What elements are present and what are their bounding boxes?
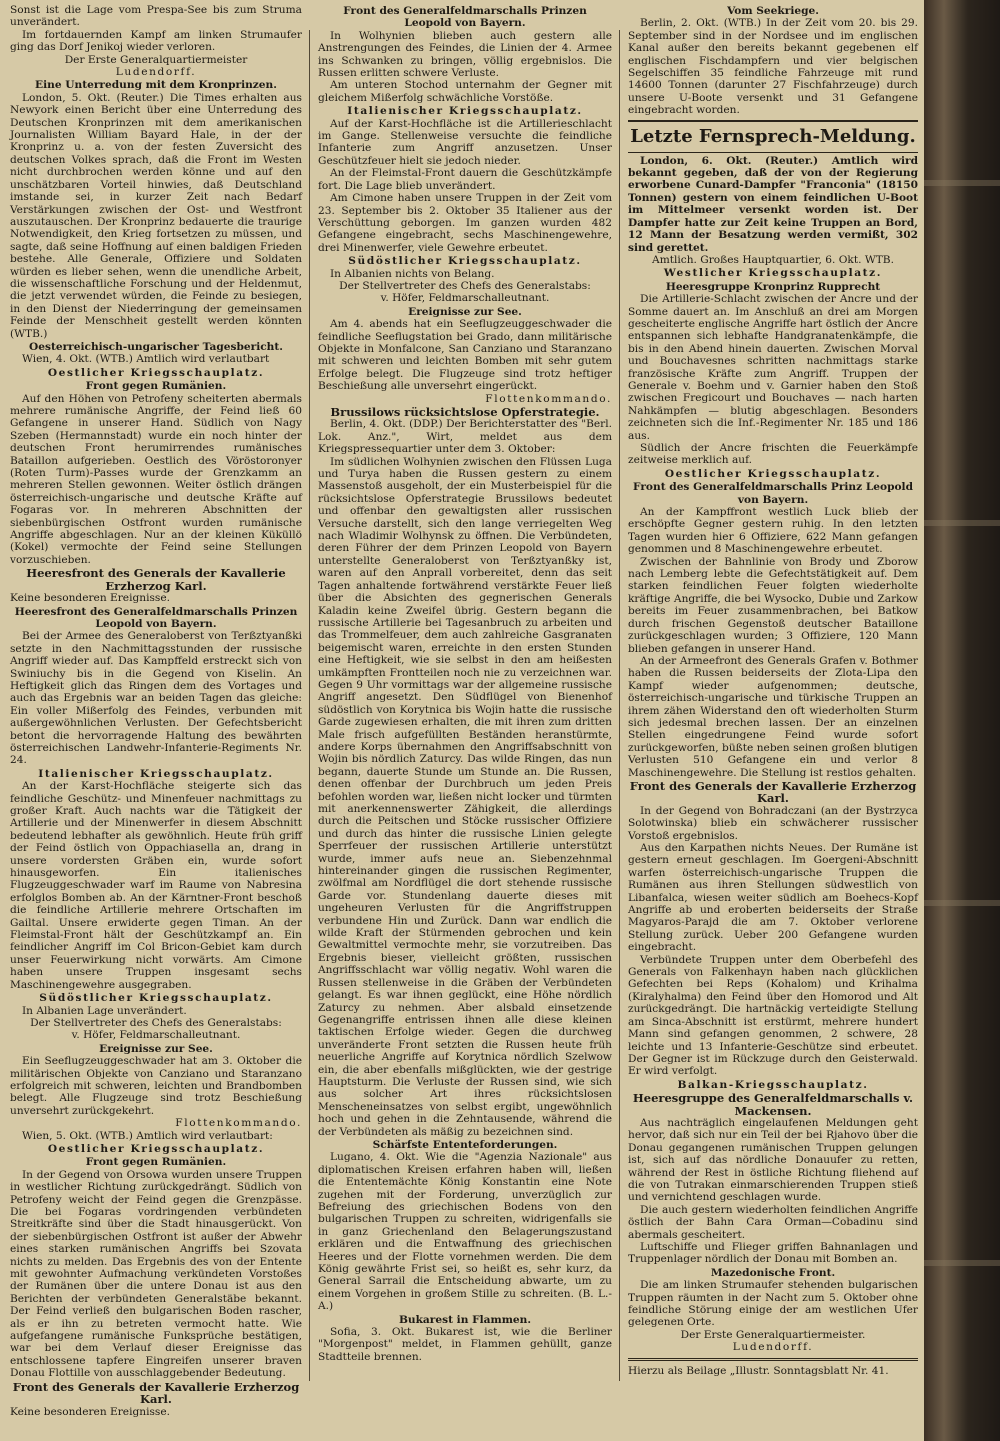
centered-line: v. Höfer, Feldmarschalleutnant. [71,1029,241,1042]
column-divider [619,30,620,1381]
centered-line: Ludendorff. [732,1341,814,1354]
paragraph: Am unteren Stochod unternahm der Gegner mit gleichem Mißerfolg schwächliche Vorstöße. [318,79,612,104]
paragraph: Aus den Karpathen nichts Neues. Der Rumäne ist gestern erneut geschlagen. Im Goergeni-Abschnitt warfen österreichisch-ungarische Truppen die Rumänen aus ihren Stellungen südwestlich von Libanfalca, wiesen weiter südlich am Boehecs-Kopf Angriffe ab und eroberten beiderseits der Straße Magyaros-Parajd die am 7. Oktober verlorene Stellung zurück. Ueber 200 Gefangene wurden eingebracht. [628,842,918,954]
paragraph: Südlich der Ancre frischten die Feuerkämpfe zeitweise merklich auf. [628,442,918,467]
section-heading: Heeresgruppe Kronprinz Rupprecht [665,280,881,293]
paragraph: Verbündete Truppen unter dem Oberbefehl des Generals von Falkenhayn haben nach glücklichen Gefechten bei Reps (Kohalom) und Krihalma (Kiralyhalma) den Feind über den Homorod und Alt zurückgedrängt. Die hartnäckig verteidigte Stellung am Sinca-Abschnitt ist erstürmt, mehrere hundert Mann sind gefangen genommen, 2 schwere, 28 leichte und 13 Infanterie-Geschütze sind erbeutet. Der Gegner ist im Rückzuge durch den Geisterwald. Er wird verfolgt. [628,953,918,1078]
signature-line: Flottenkommando. [485,392,612,405]
paragraph: Die Artillerie-Schlacht zwischen der Ancre und der Somme dauert an. Im Anschluß an drei am Morgen gescheiterte englische Angriffe hart östlich der Ancre entspannen sich lebhafte Handgranatenkämpfe, die bis in den Abend hinein dauerten. Zwischen Morval und Bouchavesnes schritten nachmittags starke französische Kräfte zum Angriff. Truppen der Generale v. Boehm und v. Garnier haben den Stoß zwischen Fregicourt und Bouchaves — nach harten Nahkämpfen — blutig abgeschlagen. Besonders zeichneten sich die Inf.-Regimenter Nr. 185 und 186 aus. [628,293,918,442]
section-heading: Oestlicher Kriegsschauplatz. [47,366,265,379]
section-heading-large: Heeresfront des Generals der Kavallerie Erzherzog Karl. [26,566,286,593]
centered-line: v. Höfer, Feldmarschalleutnant. [380,292,550,305]
section-heading: Oesterreichisch-ungarischer Tagesbericht. [29,340,283,353]
section-heading-large: Front des Generals der Kavallerie Erzherzog Karl. [629,778,917,806]
paragraph: Am Cimone haben unsere Truppen in der Zeit vom 23. September bis 2. Oktober 35 Italiener aus der Verschüttung geborgen. Im ganzen wurden 482 Gefangene eingebracht, sechs Maschinengewehre, drei Minenwerfer, viele Gewehre erbeutet. [318,192,612,254]
paragraph: In der Gegend von Bohradczani (an der Bystrzyca Solotwinska) blieb ein schwächerer russischer Vorstoß ergebnislos. [628,804,918,842]
section-heading: Oestlicher Kriegsschauplatz. [664,467,882,480]
paragraph: An der Kampffront westlich Luck blieb der erschöpfte Gegner gestern ruhig. In den letzten Tagen wurden hier 6 Offiziere, 622 Mann gefangen genommen und 8 Maschinengewehre erbeutet. [628,506,918,556]
section-heading: Ereignisse zur See. [408,305,522,318]
centered-line: Der Erste Generalquartiermeister. [680,1328,866,1341]
paragraph: In der Gegend von Orsowa wurden unsere Truppen in westlicher Richtung zurückgedrängt. Südlich von Petrofeny weicht der Feind gegen die Grenzpässe. Die bei Fogaras vordringenden verbündeten Streitkräfte sind über die Stadt hinausgerückt. Von der siebenbürgischen Ostfront ist außer der Abwehr eines starken rumänischen Angriffs bei Szovata nichts zu melden. Das Ergebnis des von der Entente mit gewohnter Aufmachung verkündeten Vorstoßes der Rumänen über die untere Donau ist aus den Berichten der verbündeten Generalstäbe bekannt. Der Feind verließ den bulgarischen Boden rascher, als er ihn zu betreten vermocht hatte. Wie aufgefangene rumänische Funksprüche bestätigen, war bei dem Verlauf dieser Ereignisse das entschlossene tapfere Eingreifen unserer braven Donau Flottille von ausschlaggebender Bedeutung. [10,1168,302,1380]
paragraph: Ein Seeflugzeuggeschwader hat am 3. Oktober die militärischen Objekte von Canziano und Staranzano erfolgreich mit schweren, leichten und Brandbomben belegt. Alle Flugzeuge sind trotz Beschießung unversehrt zurückgekehrt. [10,1055,302,1117]
paragraph: An der Armeefront des Generals Grafen v. Bothmer haben die Russen beiderseits der Zlota-Lipa den Kampf wieder aufgenommen; deutsche, österreichisch-ungarische und türkische Truppen an ihrem zähen Widerstand den oft wiederholten Sturm sich jedesmal brechen lassen. Der an einzelnen Stellen eingedrungene Feind wurde sofort zurückgeworfen, büßte neben seinen großen blutigen Verlusten 510 Gefangene ein und verlor 8 Maschinengewehre. Die Stellung ist restlos gehalten. [628,654,918,779]
paragraph: Keine besonderen Ereignisse. [10,1405,170,1418]
last-news-box [628,120,918,153]
paragraph: An der Fleimstal-Front dauern die Geschützkämpfe fort. Die Lage blieb unverändert. [318,167,612,192]
supplement-note: Hierzu als Beilage „Illustr. Sonntagsblatt Nr. 41. [628,1364,889,1377]
paragraph: Berlin, 2. Okt. (WTB.) In der Zeit vom 20. bis 29. September sind in der Nordsee und im englischen Kanal außer den bereits bekannt gegebenen elf englischen Fischdampfern und vier belgischen Segelschiffen 35 feindliche Fahrzeuge mit rund 14600 Tonnen (darunter 27 Fischfahrzeuge) durch unsere U-Boote versenkt und 31 Gefangene eingebracht worden. [628,17,918,117]
centered-line: Der Stellvertreter des Chefs des Generalstabs: [339,279,591,292]
section-heading-large: Brussilows rücksichtslose Opferstrategie. [330,405,600,419]
paragraph: Auf der Karst-Hochfläche ist die Artillerieschlacht im Gange. Stellenweise versuchte die feindliche Infanterie zum Angriff anzusetzen. Unser Geschützfeuer hielt sie jedoch nieder. [318,117,612,167]
paragraph: London, 5. Okt. (Reuter.) Die Times erhalten aus Newyork einen Bericht über eine Unterredung des Deutschen Kronprinzen mit dem amerikanischen Journalisten William Bayard Hale, in der der Kronprinz u. a. von der festen Zuversicht des deutschen Volkes sprach, daß die Front im Westen nicht durchbrochen werden könne und auf den unschätzbaren Vorteil hinwies, daß Deutschland imstande sei, in kurzer Zeit nach Bedarf Verstärkungen zwischen der Ost- und Westfront auszutauschen. Der Kronprinz bedauerte die traurige Notwendigkeit, den Krieg fortsetzen zu müssen, und sagte, daß seine Hoffnung auf einen baldigen Frieden bestehe. Alle Generale, Offiziere und Soldaten würden es lieber sehen, wenn die unendliche Arbeit, die wissenschaftliche Forschung und der Heldenmut, die jetzt verwendet würden, die Feinde zu besiegen, in den Dienst der Niederringung der gemeinsamen Feinde der Menschheit gestellt werden könnten (WTB.) [10,91,302,340]
section-heading: Eine Unterredung mit dem Kronprinzen. [35,79,277,92]
section-heading: Heeresfront des Generalfeldmarschalls Prinzen Leopold von Bayern. [14,605,298,630]
paragraph: Die am linken Strumaufer stehenden bulgarischen Truppen räumten in der Nacht zum 5. Oktober ohne feindliche Störung einige der am westlichen Ufer gelegenen Orte. [628,1279,918,1329]
column-3 [622,4,924,1429]
section-heading: Schärfste Ententeforderungen. [372,1138,558,1151]
paragraph: Am 4. abends hat ein Seeflugzeuggeschwader die feindliche Seeflugstation bei Grado, dann militärische Objekte in Monfalcone, San Canziano und Staranzano mit schweren und leichten Bomben mit sehr gutem Erfolge belegt. Die Flugzeuge sind trotz heftiger Beschießung alle unversehrt eingerückt. [318,318,612,393]
column-1 [4,4,308,1429]
paragraph: Die auch gestern wiederholten feindlichen Angriffe östlich der Bahn Cara Orman—Cobadinu sind abermals gescheitert. [628,1203,918,1241]
section-heading: Front des Generalfeldmarschalls Prinzen Leopold von Bayern. [343,5,587,30]
centered-line: Der Erste Generalquartiermeister [64,53,248,66]
section-heading: Front des Generalfeldmarschalls Prinz Leopold von Bayern. [633,481,913,506]
bold-paragraph: London, 6. Okt. (Reuter.) Amtlich wird bekannt gegeben, daß der von der Regierung erworbene Cunard-Dampfer "Franconia" (18150 Tonnen) gestern von einem feindlichen U-Boot im Mittelmeer versenkt worden ist. Der Dampfer hatte zur Zeit keine Truppen an Bord, 12 Mann der Besatzung werden vermißt, 302 sind gerettet. [628,154,918,254]
paragraph: Bei der Armee des Generaloberst von Terßztyanßki setzte in den Nachmittagsstunden der russische Angriff wieder auf. Das Kampffeld erstreckt sich von Swiniuchy bis in die Gegend von Kiselin. An Heftigkeit glich das Ringen dem des Vortages und auch das Ergebnis war an beiden Tagen das gleiche: Ein voller Mißerfolg des Feindes, verbunden mit außergewöhnlichen Verlusten. Der Gefechtsbericht betont die hervorragende Haltung des bewährten österreichischen Landwehr-Infanterie-Regiments Nr. 24. [10,630,302,767]
section-heading: Mazedonische Front. [710,1266,836,1279]
section-heading-large: Heeresgruppe des Generalfeldmarschalls v. Mackensen. [632,1091,914,1118]
section-heading: Oestlicher Kriegsschauplatz. [47,1142,265,1155]
paragraph: Wien, 5. Okt. (WTB.) Amtlich wird verlautbart: [22,1129,273,1142]
paragraph: An der Karst-Hochfläche steigerte sich das feindliche Geschütz- und Minenfeuer nachmittags zu großer Kraft. Auch nachts war die Tätigkeit der Artillerie und der Minenwerfer in diesem Abschnitt bedeutend lebhafter als gewöhnlich. Heute früh griff der Feind östlich von Oppachiasella an, drang in unsere vordersten Gräben ein, wurde sofort hinausgeworfen. Ein italienisches Flugzeuggeschwader warf im Raume von Nabresina erfolglos Bomben ab. An der Kärntner-Front beschoß die feindliche Artillerie mehrere Ortschaften im Gailtal. Unsere erwiderte gegen Timan. An der Fleimstal-Front hält der Geschützkampf an. Ein feindlicher Angriff im Col Bricon-Gebiet kam durch unser Feuerwirkung nicht vorwärts. Am Cimone haben unsere Truppen insgesamt sechs Maschinengewehre ausgegraben. [10,780,302,991]
section-heading: Westlicher Kriegsschauplatz. [663,267,883,280]
section-heading-large: Front des Generals der Kavallerie Erzherzog Karl. [12,1379,300,1407]
section-heading: Südöstlicher Kriegsschauplatz. [348,255,582,268]
centered-line: Der Stellvertreter des Chefs des Generalstabs: [30,1016,282,1029]
column-2 [312,4,618,1429]
paragraph: In Albanien Lage unverändert. [22,1004,187,1017]
signature-line: Flottenkommando. [175,1117,302,1130]
paragraph: Im südlichen Wolhynien zwischen den Flüssen Luga und Turya haben die Russen gestern zu einem Massenstoß ausgeholt, der ein Musterbeispiel für die rücksichtslose Opferstrategie Brussilows bedeutet und offenbar den gewaltigsten aller russischen Versuche darstellt, sich den lange verriegelten Weg nach Wladimir Wolhynsk zu öffnen. Die Verbündeten, deren Führer der dem Prinzen Leopold von Bayern unterstellte Generaloberst von Terßztyanßky ist, waren auf den Anprall vorbereitet, denn das seit Tagen anhaltende fortwährend verstärkte Feuer ließ über die Absichten des gegnerischen Generals Kaladin keine Zweifel übrig. Gestern begann die russische Artillerie bei Tagesanbruch zu arbeiten und das Trommelfeuer, dem auch zahlreiche Gasgranaten beigemischt waren, erreichte in den ersten Stunden eine Heftigkeit, wie sie selbst in den am heißesten umkämpften Frontteilen noch nie zu verzeichnen war. Gegen 9 Uhr vormittags war der allgemeine russische Angriff angesetzt. Den Südflügel von Bienenhof südöstlich von Korytnica bis Wojin hatte die russische Garde zugewiesen erhalten, die mit ihren zum dritten Male frisch aufgefüllten Beständen heranstürmte, andere Korps übernahmen den Angriffsabschnitt von Wojin bis nördlich Zaturcy. Das wilde Ringen, das nun begann, dauerte Stunde um Stunde an. Die Russen, denen offenbar der Durchbruch um jeden Preis befohlen worden war, ließen nicht locker und türmten mit anerkennenswerter Zähigkeit, die allerdings durch die Peitschen und Stöcke russischer Offiziere und durch das hinter die russische Linien gelegte Sperrfeuer der russischen Artillerie unterstützt wurde, immer aufs neue an. Siebenzehnmal hintereinander gingen die russischen Regimenter, zwölfmal am Nordflügel die dort stehende russische Garde vor. Stundenlang dauerte dieses mit ungeheuren Verlusten für die Angriffstruppen verbundene Hin und Zurück. Dann war endlich die wilde Kraft der Stürmenden gebrochen und kein Gewaltmittel vermochte mehr, sie vorzutreiben. Das Ergebnis bieser, vielleicht größten, russischen Angriffsschlacht war völlig negativ. Wohl waren die Russen stellenweise in die Gräben der Verbündeten gelangt. Es war ihnen geglückt, eine Höhe nördlich Zaturcy zu nehmen. Aber alsbald einsetzende Gegenangriffe entrissen ihnen alle diese kleinen taktischen Erfolge wieder. Gegen die durchweg unveränderte Front setzten die Russen heute früh neuerliche Angriffe auf Korytnica nördlich Szelwow ein, die aber ebenfalls mißglückten, wie der gestrige Hauptsturm. Die Verluste der Russen sind, wie sich aus solcher Art ihres rücksichtslosen Menscheneinsatzes von selbst ergibt, ungewöhnlich hoch und gehen in die Zehntausende, während die der Verbündeten als mäßig zu bezeichnen sind. [318,455,612,1138]
book-binding-edge [924,0,1000,1441]
paragraph: Wien, 4. Okt. (WTB.) Amtlich wird verlautbart [22,353,270,366]
last-news-title: Letzte Fernsprech-Meldung. [630,125,916,147]
paragraph: In Albanien nichts von Belang. [330,267,495,280]
paragraph: Luftschiffe und Flieger griffen Bahnanlagen und Truppenlager nördlich der Donau mit Bomben an. [628,1241,918,1266]
paragraph: Berlin, 4. Okt. (DDP.) Der Berichterstatter des "Berl. Lok. Anz.", Wirt, meldet aus dem Kriegspressequartier unter dem 3. Oktober: [318,418,612,456]
paragraph: Sonst ist die Lage vom Prespa-See bis zum Struma unverändert. [10,4,302,29]
paragraph: Keine besonderen Ereignisse. [10,592,170,605]
paragraph: Zwischen der Bahnlinie von Brody und Zborow nach Lemberg lebte die Gefechtstätigkeit auf. Dem starken feindlichen Feuer folgten wiederholte kräftige Angriffe, die bei Wysocko, Dubie und Zarkow bereits im Feuer zusammenbrachen, bei Batkow durch frischen Gegenstoß deutscher Bataillone zurückgeschlagen wurden; 3 Offiziere, 120 Mann blieben gefangen in unserer Hand. [628,555,918,655]
section-heading: Balkan-Kriegsschauplatz. [677,1078,869,1091]
section-heading: Vom Seekriege. [727,5,819,17]
section-heading: Italienischer Kriegsschauplatz. [38,767,274,780]
section-heading: Italienischer Kriegsschauplatz. [347,105,583,118]
paragraph: In Wolhynien blieben auch gestern alle Anstrengungen des Feindes, die Linien der 4. Armee ins Schwanken zu bringen, völlig ergebnislos. Die Russen erlitten schwere Verluste. [318,29,612,80]
paragraph: Auf den Höhen von Petrofeny scheiterten abermals mehrere rumänische Angriffe, der Feind ließ 60 Gefangene in unserer Hand. Südlich von Nagy Szeben (Hermannstadt) wurde ein noch hinter der deutschen Front herumirrendes rumänisches Bataillon aufgerieben. Oestlich des Vöröstoronyer (Roten Turm)-Passes wurde der Grenzkamm an mehreren Stellen gewonnen. Weiter östlich drängen österreichisch-ungarische und deutsche Kräfte auf Fogaras vor. In mehreren Abschnitten der siebenbürgischen Ostfront wurden rumänische Angriffe abgeschlagen. Nur an der kleinen Küküllö (Kokel) vermochte der Feind seine Stellungen vorzuschieben. [10,392,302,566]
column-divider [309,30,310,1381]
section-heading: Bukarest in Flammen. [398,1313,532,1326]
section-heading: Südöstlicher Kriegsschauplatz. [39,992,273,1005]
centered-line: Amtlich. Großes Hauptquartier, 6. Okt. WTB. [652,253,894,266]
paragraph: Im fortdauernden Kampf am linken Strumaufer ging das Dorf Jenikoj wieder verloren. [10,28,302,54]
paragraph: Aus nachträglich eingelaufenen Meldungen geht hervor, daß sich nur ein Teil der bei Rjahovo über die Donau gegangenen rumänischen Truppen gelungen ist, sich auf das nördliche Donauufer zu retten, während der Rest in östliche Richtung fliehend auf die von Tutrakan einmarschierenden Truppen stieß und vernichtend geschlagen wurde. [628,1116,918,1204]
section-heading: Ereignisse zur See. [99,1042,213,1055]
paragraph: Lugano, 4. Okt. Wie die "Agenzia Nazionale" aus diplomatischen Kreisen erfahren haben will, ließen die Ententemächte König Konstantin eine Note zugehen mit der Forderung, unverzüglich zur Befreiung des griechischen Bodens von den bulgarischen Truppen zu schreiten, widrigenfalls sie in ganz Griechenland den Belagerungszustand erklären und die Entwaffnung des griechischen Heeres und der Flotte vornehmen werden. Die dem König gewährte Frist sei, so heißt es, sehr kurz, da General Sarrail die Entscheidung abwarte, um zu einem Vorgehen in großem Stille zu schreiten. (B. L.-A.) [318,1151,612,1313]
centered-line: Ludendorff. [115,66,197,79]
section-heading: Front gegen Rumänien. [85,380,227,393]
section-heading: Front gegen Rumänien. [85,1156,227,1169]
paragraph: Sofia, 3. Okt. Bukarest ist, wie die Berliner "Morgenpost" meldet, in Flammen gehüllt, ganze Stadtteile brennen. [318,1326,612,1363]
